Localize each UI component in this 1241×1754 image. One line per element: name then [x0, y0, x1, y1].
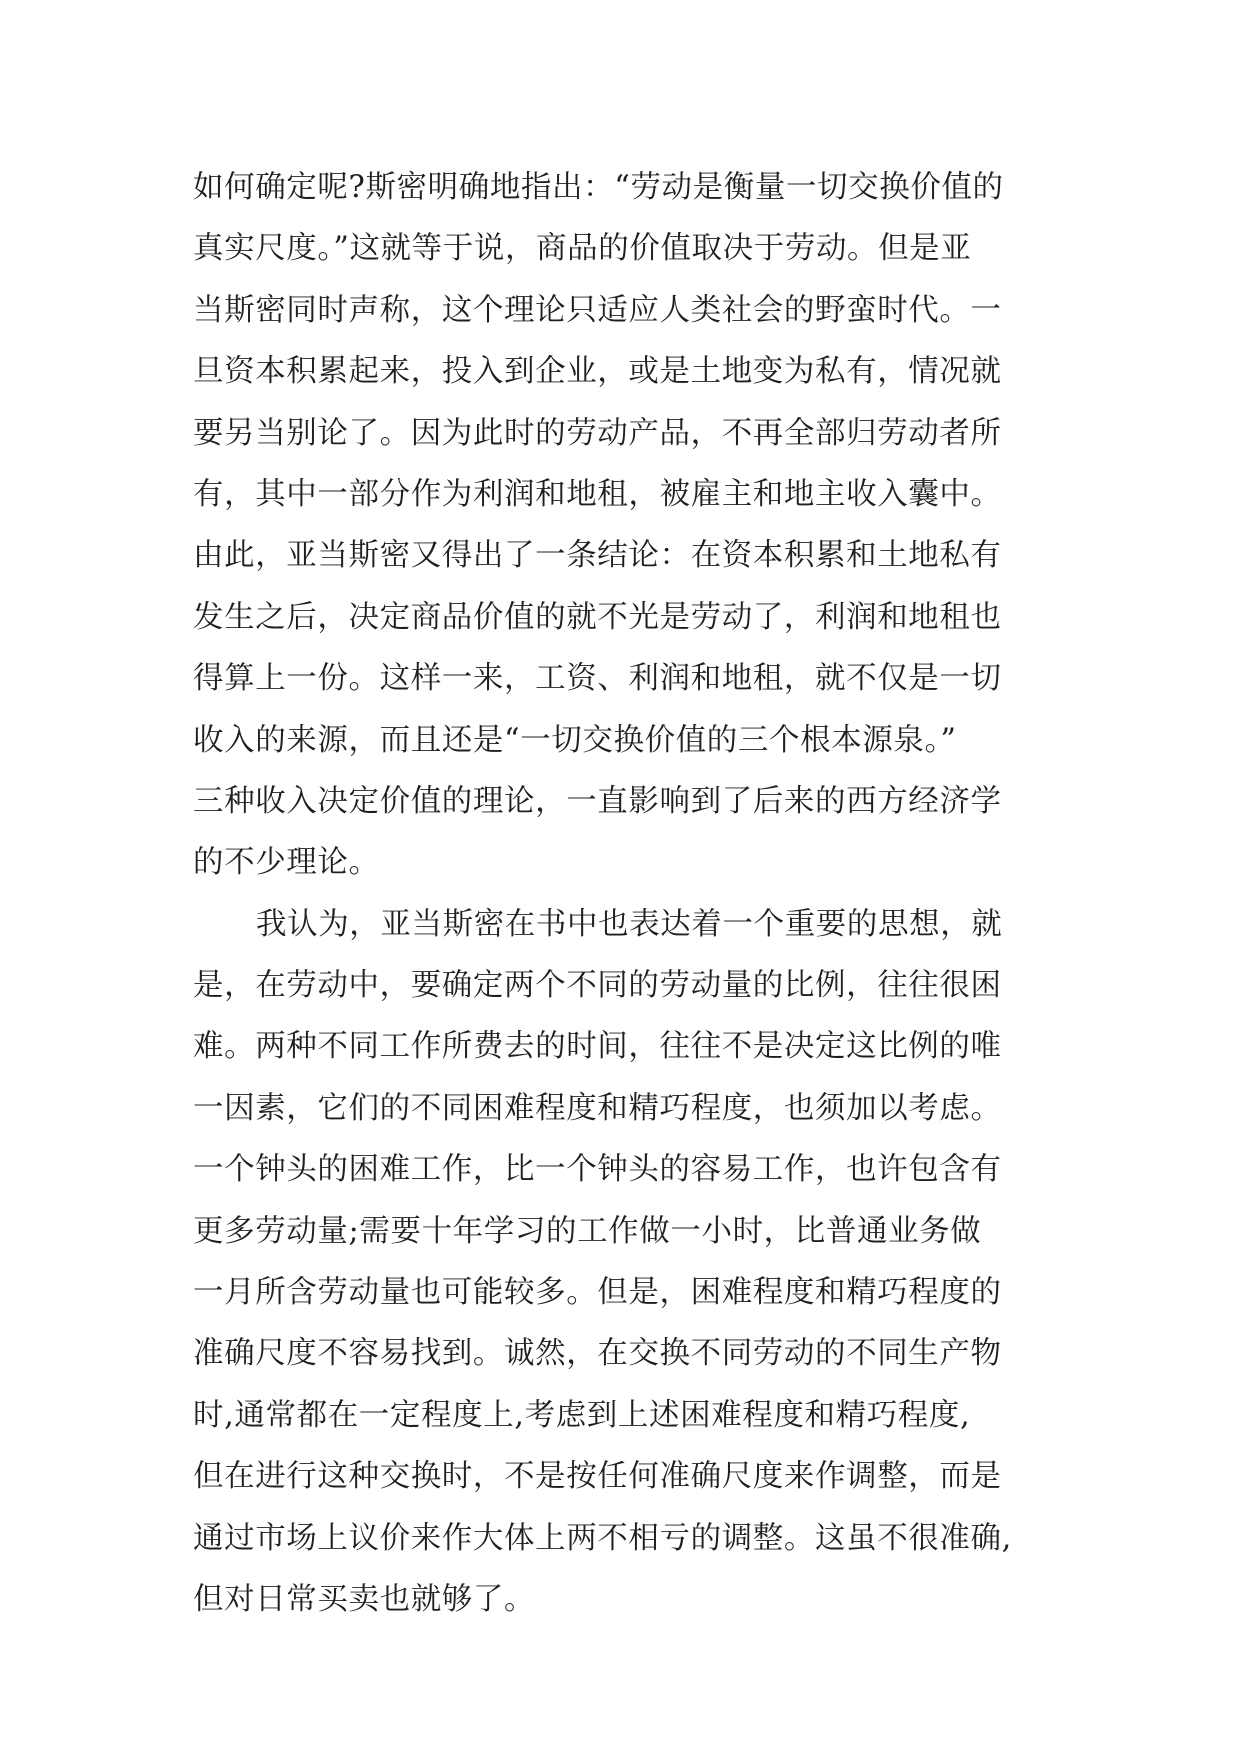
- text-line: 得算上一份。这样一来，工资、利润和地租，就不仅是一切: [193, 661, 1002, 697]
- text-line: 更多劳动量;需要十年学习的工作做一小时，比普通业务做: [193, 1213, 982, 1249]
- text-line: 当斯密同时声称，这个理论只适应人类社会的野蛮时代。一: [193, 292, 1002, 328]
- text-line: 如何确定呢?斯密明确地指出：“劳动是衡量一切交换价值的: [193, 170, 1004, 205]
- text-line: 发生之后，决定商品价值的就不光是劳动了，利润和地租也: [193, 599, 1002, 635]
- text-line: 准确尺度不容易找到。诚然，在交换不同劳动的不同生产物: [193, 1336, 1002, 1372]
- text-line: 由此，亚当斯密又得出了一条结论：在资本积累和土地私有: [193, 538, 1002, 574]
- text-line: 的不少理论。: [193, 845, 380, 881]
- text-line: 通过市场上议价来作大体上两不相亏的调整。这虽不很准确,: [193, 1520, 1012, 1556]
- text-line: 时,通常都在一定程度上,考虑到上述困难程度和精巧程度,: [193, 1397, 971, 1433]
- text-line: 一月所含劳动量也可能较多。但是，困难程度和精巧程度的: [193, 1275, 1002, 1311]
- text-line: 一个钟头的困难工作，比一个钟头的容易工作，也许包含有: [193, 1152, 1002, 1188]
- paragraph-1: [193, 157, 1053, 894]
- text-line: 但在进行这种交换时，不是按任何准确尺度来作调整，而是: [193, 1459, 1002, 1495]
- text-line: 一因素，它们的不同困难程度和精巧程度，也须加以考虑。: [193, 1090, 1002, 1126]
- text-line: 有，其中一部分作为利润和地租，被雇主和地主收入囊中。: [193, 476, 1002, 512]
- text-line: 但对日常买卖也就够了。: [193, 1581, 536, 1617]
- body-text: [193, 157, 1053, 1630]
- text-line: 难。两种不同工作所费去的时间，往往不是决定这比例的唯: [193, 1029, 1002, 1065]
- text-line: 三种收入决定价值的理论，一直影响到了后来的西方经济学: [193, 783, 1002, 819]
- text-line: 要另当别论了。因为此时的劳动产品，不再全部归劳动者所: [193, 415, 1002, 451]
- text-line: 真实尺度。”这就等于说，商品的价值取决于劳动。但是亚: [193, 231, 972, 267]
- text-line-indented: 我认为，亚当斯密在书中也表达着一个重要的思想，就: [256, 906, 1003, 942]
- text-line: 收入的来源，而且还是“一切交换价值的三个根本源泉。”: [193, 722, 957, 758]
- paragraph-2: [193, 894, 1053, 1631]
- text-line: 旦资本积累起来，投入到企业，或是土地变为私有，情况就: [193, 354, 1002, 390]
- text-line: 是，在劳动中，要确定两个不同的劳动量的比例，往往很困: [193, 968, 1002, 1004]
